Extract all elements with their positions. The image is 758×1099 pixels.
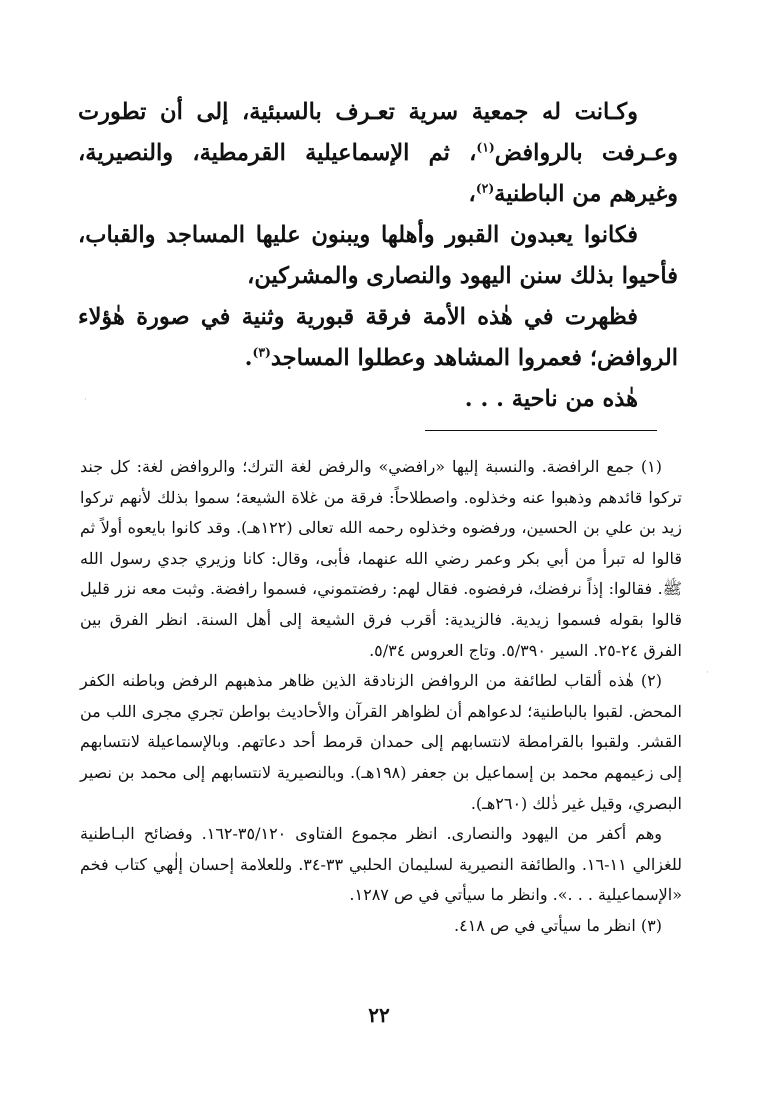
footnote-marker-2: (٢) (475, 180, 495, 196)
footnotes-section (80, 452, 682, 942)
footnote-marker-3: (٣) (252, 344, 271, 360)
body-paragraph-1: وكـانت له جمعية سرية تعـرف بالسبئية، إلى أن تطورت وعـرفت بالروافض$^{(١)}$، ثم الإسماعيلية القرمطية، والنصيرية، وغيرهم من الباطنية$^{(٢)}$، (78, 99, 678, 207)
body-paragraph-4: هٰذه من ناحية . . . (464, 386, 638, 412)
footnote-separator (425, 430, 657, 431)
body-paragraph-2: فكانوا يعبدون القبور وأهلها ويبنون عليها المساجد والقباب، فأحيوا بذلك سنن اليهود والنصارى والمشركين، (78, 222, 678, 289)
scan-speck: · (706, 668, 709, 678)
footnote-1: (١) جمع الرافضة. والنسبة إليها «رافضي» والرفض لغة الترك؛ والروافض لغة: كل جند تركوا قائدهم وذهبوا عنه وخذلوه. واصطلاحاً: فرقة من غلاة الشيعة؛ سموا بذلك لأنهم تركوا زيد بن علي بن الحسين، ورفضوه وخذلوه رحمه الله تعالى (١٢٢هـ). وقد كانوا بايعوه أولاً ثم قالوا له تبرأ من أبي بكر وعمر رضي الله عنهما، فأبى، وقال: كانا وزيري جدي رسول الله ﷺ. فقالوا: إذاً نرفضك، فرفضوه. فقال لهم: رفضتموني، فسموا رافضة. وثبت معه نزر قليل قالوا بقوله فسموا زيدية. فالزيدية: أقرب فرق الشيعة إلى أهل السنة. انظر الفرق بين الفرق ٢٤-٢٥. السير ٥/٣٩٠. وتاج العروس ٥/٣٤. (80, 457, 683, 660)
page-number: ٢٢ (368, 1003, 390, 1027)
footnote-2-continued: وهم أكفر من اليهود والنصارى. انظر مجموع الفتاوى ٣٥/١٢٠-١٦٢. وفضائح البـاطنية للغزالي ١١-١٦. والطائفة النصيرية لسليمان الحلبي ٣٣-٣٤. وللعلامة إحسان إلٰهي كتاب فخم «الإسماعيلية . . .». وانظر ما سيأتي في ص ١٢٨٧. (80, 824, 683, 905)
main-body-text (78, 92, 678, 420)
scan-speck: · (84, 395, 87, 405)
footnote-3: (٣) انظر ما سيأتي في ص ٤١٨. (454, 915, 662, 935)
body-paragraph-3: فظهرت في هٰذه الأمة فرقة قبورية وثنية في صورة هٰؤلاء الروافض؛ فعمروا المشاهد وعطلوا المساجد$^{(٣)}$. (78, 304, 678, 371)
footnote-marker-1: (١) (476, 139, 495, 155)
footnote-2: (٢) هٰذه ألقاب لطائفة من الروافض الزنادقة الذين ظاهر مذهبهم الرفض وباطنه الكفر المحض. لقبوا بالباطنية؛ لدعواهم أن لظواهر القرآن والأحاديث بواطن تجري مجرى اللب من القشر. ولقبوا بالقرامطة لانتسابهم إلى حمدان قرمط أحد دعاتهم. وبالإسماعيلة لانتسابهم إلى زعيمهم محمد بن إسماعيل بن جعفر (١٩٨هـ). وبالنصيرية لانتسابهم إلى محمد بن نصير البصري، وقيل غير ذٰلك (٢٦٠هـ). (80, 671, 683, 813)
